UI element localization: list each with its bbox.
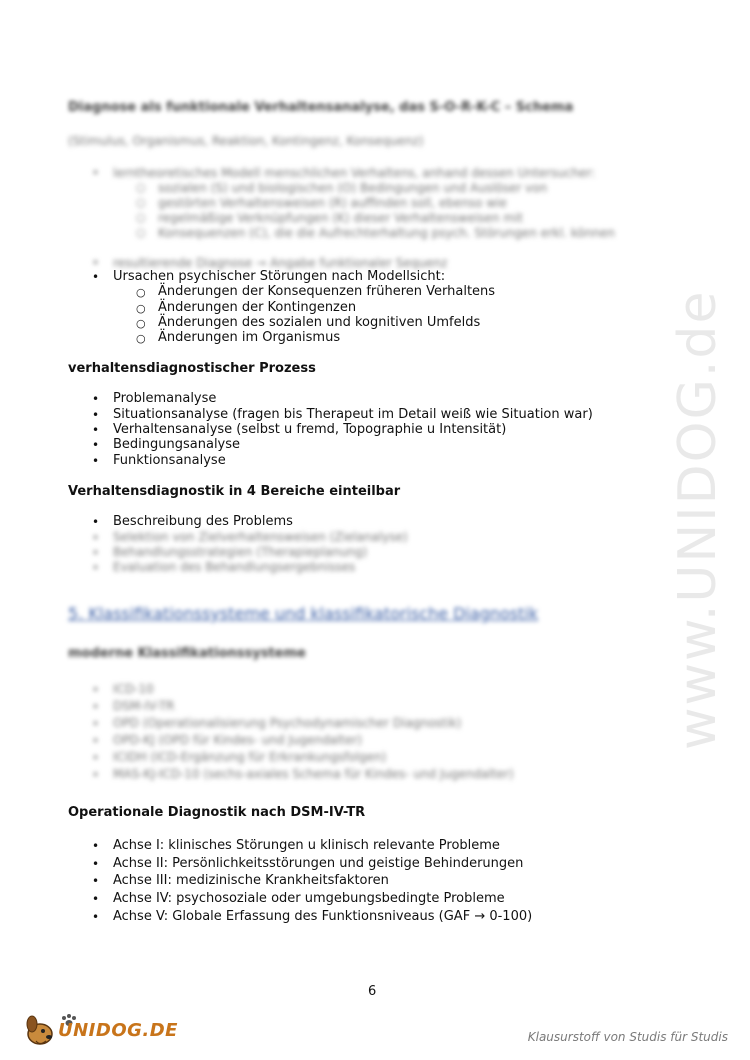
bullet-icon: • bbox=[92, 561, 100, 575]
dsm-axis-item: Achse V: Globale Erfassung des Funktionsniveaus (GAF → 0-100) bbox=[113, 909, 533, 924]
footer-tagline: Klausurstoff von Studis für Studis bbox=[527, 1030, 728, 1044]
sorkc-sub-2: gestörten Verhaltensweisen (R) auffinden soll, ebenso wie bbox=[158, 196, 507, 210]
circle-bullet-icon: ○ bbox=[136, 302, 146, 315]
process-item: Bedingungsanalyse bbox=[113, 437, 241, 452]
process-heading: verhaltensdiagnostischer Prozess bbox=[68, 361, 316, 376]
circle-bullet-icon: ○ bbox=[136, 196, 146, 209]
logo-text: UNIDOG.DE bbox=[58, 1020, 178, 1041]
circle-bullet-icon: ○ bbox=[136, 226, 146, 239]
sorkc-bullet-2: resultierende Diagnose → Angabe funktionaler Sequenz bbox=[113, 256, 448, 270]
bullet-icon: • bbox=[92, 531, 100, 545]
sorkc-sub-3: regelmäßige Verknüpfungen (K) dieser Verhaltensweisen mit bbox=[158, 211, 524, 225]
classification-item: DSM-IV-TR bbox=[113, 699, 175, 713]
areas-item: Beschreibung des Problems bbox=[113, 514, 293, 529]
classification-item: OPD (Operationalisierung Psychodynamischer Diagnostik) bbox=[113, 716, 462, 730]
classification-item: OPD-KJ (OPD für Kindes- und Jugendalter) bbox=[113, 733, 363, 747]
circle-bullet-icon: ○ bbox=[136, 211, 146, 224]
cause-item: Änderungen der Kontingenzen bbox=[158, 300, 357, 315]
dsm-axis-item: Achse IV: psychosoziale oder umgebungsbedingte Probleme bbox=[113, 891, 505, 906]
sorkc-bullet-3: Ursachen psychischer Störungen nach Modellsicht: bbox=[113, 269, 446, 284]
process-item: Funktionsanalyse bbox=[113, 453, 226, 468]
sorkc-bullet-1: lerntheoretisches Modell menschlichen Verhaltens, anhand dessen Untersucher: bbox=[113, 166, 596, 180]
bullet-icon: • bbox=[92, 423, 100, 437]
circle-bullet-icon: ○ bbox=[136, 332, 146, 345]
circle-bullet-icon: ○ bbox=[136, 286, 146, 299]
bullet-icon: • bbox=[92, 717, 100, 731]
classification-heading: moderne Klassifikationssysteme bbox=[68, 646, 306, 661]
bullet-icon: • bbox=[92, 546, 100, 560]
cause-item: Änderungen der Konsequenzen früheren Verhaltens bbox=[158, 284, 496, 299]
circle-bullet-icon: ○ bbox=[136, 181, 146, 194]
bullet-icon: • bbox=[92, 438, 100, 452]
bullet-icon: • bbox=[92, 892, 100, 906]
bullet-icon: • bbox=[92, 408, 100, 422]
bullet-icon: • bbox=[92, 683, 100, 697]
bullet-icon: • bbox=[92, 839, 100, 853]
bullet-icon: • bbox=[92, 734, 100, 748]
page-number: 6 bbox=[368, 984, 377, 999]
areas-item: Behandlungsstrategien (Therapieplanung) bbox=[113, 545, 368, 559]
areas-item: Selektion von Zielverhaltensweisen (Zielanalyse) bbox=[113, 530, 408, 544]
bullet-icon: • bbox=[92, 270, 100, 284]
dsm-axis-item: Achse I: klinisches Störungen u klinisch relevante Probleme bbox=[113, 838, 500, 853]
circle-bullet-icon: ○ bbox=[136, 317, 146, 330]
bullet-icon: • bbox=[92, 454, 100, 468]
bullet-icon: • bbox=[92, 751, 100, 765]
bullet-icon: • bbox=[92, 910, 100, 924]
cause-item: Änderungen des sozialen und kognitiven Umfelds bbox=[158, 315, 481, 330]
bullet-icon: • bbox=[92, 874, 100, 888]
dsm-axis-item: Achse II: Persönlichkeitsstörungen und geistige Behinderungen bbox=[113, 856, 524, 871]
dsm-heading: Operationale Diagnostik nach DSM-IV-TR bbox=[68, 805, 366, 820]
bullet-icon: • bbox=[92, 256, 100, 270]
process-item: Verhaltensanalyse (selbst u fremd, Topographie u Intensität) bbox=[113, 422, 507, 437]
classification-item: MAS-KJ-ICD-10 (sechs-axiales Schema für Kindes- und Jugendalter) bbox=[113, 767, 514, 781]
bullet-icon: • bbox=[92, 768, 100, 782]
dog-icon bbox=[27, 1016, 52, 1044]
bullet-icon: • bbox=[92, 392, 100, 406]
areas-item: Evaluation des Behandlungsergebnisses bbox=[113, 560, 356, 574]
process-item: Problemanalyse bbox=[113, 391, 217, 406]
dsm-axis-item: Achse III: medizinische Krankheitsfaktoren bbox=[113, 873, 389, 888]
process-item: Situationsanalyse (fragen bis Therapeut im Detail weiß wie Situation war) bbox=[113, 407, 593, 422]
sorkc-sub-1: sozialen (S) und biologischen (O) Bedingungen und Auslöser von bbox=[158, 181, 548, 195]
section-5-title: 5. Klassifikationssysteme und klassifikatorische Diagnostik bbox=[68, 604, 539, 623]
classification-item: ICD-10 bbox=[113, 682, 154, 696]
cause-item: Änderungen im Organismus bbox=[158, 330, 341, 345]
classification-item: ICIDH (ICD-Ergänzung für Erkrankungsfolgen) bbox=[113, 750, 387, 764]
section-heading-sorkc: Diagnose als funktionale Verhaltensanalyse, das S-O-R-K-C – Schema bbox=[68, 100, 574, 115]
watermark: www.UNIDOG.de bbox=[668, 289, 728, 750]
areas-heading: Verhaltensdiagnostik in 4 Bereiche einteilbar bbox=[68, 484, 401, 499]
bullet-icon: • bbox=[92, 700, 100, 714]
bullet-icon: • bbox=[92, 515, 100, 529]
bullet-icon: • bbox=[92, 166, 100, 180]
sorkc-sub-4: Konsequenzen (C), die die Aufrechterhaltung psych. Störungen erkl. können bbox=[158, 226, 615, 240]
bullet-icon: • bbox=[92, 857, 100, 871]
sorkc-subtitle: (Stimulus, Organismus, Reaktion, Kontingenz, Konsequenz) bbox=[68, 134, 424, 148]
